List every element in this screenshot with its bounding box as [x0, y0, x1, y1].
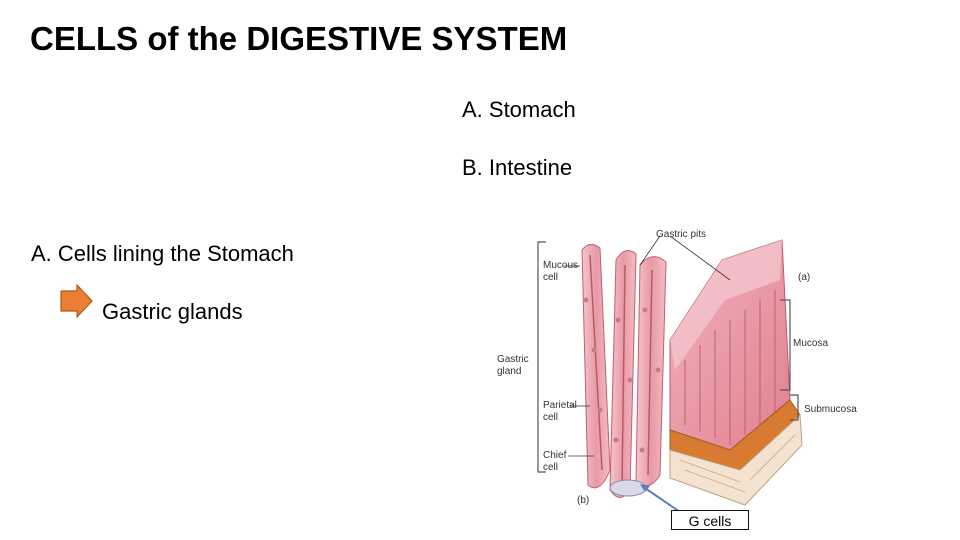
chief-cell-label-2: cell — [543, 462, 559, 473]
slide-title: CELLS of the DIGESTIVE SYSTEM — [30, 20, 568, 57]
chief-cell-label-1: Chief — [543, 450, 567, 461]
panel-b-label: (b) — [577, 495, 590, 506]
g-cells-pointer-arrow — [642, 486, 680, 512]
panel-a-label: (a) — [798, 272, 811, 283]
gastric-gland-label-2: gland — [497, 366, 522, 377]
section-heading: A. Cells lining the Stomach — [31, 241, 294, 266]
gastric-gland-illustration — [582, 244, 666, 497]
parietal-cell-label-1: Parietal — [543, 400, 577, 411]
gastric-glands-text: Gastric glands — [102, 299, 243, 324]
g-cells-callout: G cells — [671, 510, 749, 530]
topic-intestine: B. Intestine — [462, 155, 573, 180]
stomach-histology-figure — [490, 220, 880, 520]
submucosa-label: Submucosa — [804, 404, 857, 415]
gastric-pits-label: Gastric pits — [656, 229, 707, 240]
mucous-cell-label-2: cell — [543, 272, 559, 283]
mucosa-label: Mucosa — [793, 338, 829, 349]
gastric-gland-label-1: Gastric — [497, 354, 529, 365]
right-arrow-icon — [60, 284, 94, 318]
parietal-cell-label-2: cell — [543, 412, 559, 423]
mucosa-block-illustration — [670, 240, 802, 505]
topic-stomach: A. Stomach — [462, 97, 576, 122]
mucous-cell-label-1: Mucous — [543, 260, 579, 271]
